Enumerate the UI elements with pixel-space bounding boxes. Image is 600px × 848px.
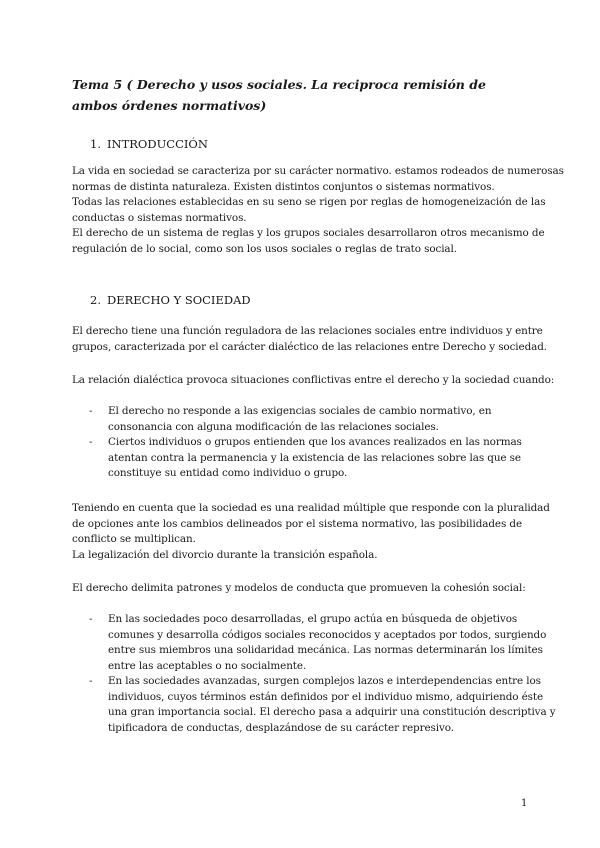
list-item [72, 612, 547, 674]
bullet-list-conflictos [72, 404, 527, 482]
paragraph-funcion-reguladora [72, 324, 547, 355]
text-line: entre las aceptables o no socialmente. [108, 659, 307, 672]
bullet-list-sociedades [72, 612, 556, 736]
text-line: regulación de lo social, como son los usos sociales o reglas de trato social. [72, 242, 457, 255]
text-line: El derecho tiene una función reguladora de las relaciones sociales entre individuos y entre [72, 325, 543, 337]
text-line: La legalización del divorcio durante la transición española. [72, 548, 378, 561]
paragraph-relacion-dialectica [72, 373, 555, 389]
text-line: de opciones ante los cambios delineados por el sistema normativo, las posibilidades de [72, 517, 522, 530]
text-line: El derecho de un sistema de reglas y los grupos sociales desarrollaron otros mecanismo de [72, 227, 545, 239]
section-number: 1. [90, 137, 101, 151]
list-item [72, 404, 527, 435]
section-title: DERECHO Y SOCIEDAD [107, 293, 251, 307]
text-line: conflicto se multiplican. [72, 533, 196, 545]
text-line: una gran importancia social. El derecho pasa a adquirir una constitución descriptiva y [108, 706, 556, 718]
text-line: La relación dialéctica provoca situaciones conflictivas entre el derecho y la sociedad cuando: [72, 374, 555, 386]
section-title: INTRODUCCIÓN [107, 137, 208, 151]
text-line: Todas las relaciones establecidas en su seno se rigen por reglas de homogeneización de las [72, 196, 546, 208]
list-item [72, 674, 556, 736]
section-heading-introduccion [90, 136, 208, 152]
text-line: En las sociedades avanzadas, surgen complejos lazos e interdependencias entre los [108, 675, 541, 687]
bullet-dash: - [89, 613, 93, 625]
text-line: consonancia con alguna modificación de las relaciones sociales. [108, 420, 439, 433]
text-line: La vida en sociedad se caracteriza por su carácter normativo. estamos rodeados de numerosas [72, 165, 564, 177]
text-line: tipificadora de conductas, desplazándose de su carácter represivo. [108, 721, 454, 734]
text-line: En las sociedades poco desarrolladas, el grupo actúa en búsqueda de objetivos [108, 613, 518, 625]
text-line: entre sus miembros una solidaridad mecánica. Las normas determinarán los límites [108, 644, 543, 656]
text-line: conductas o sistemas normativos. [72, 211, 247, 224]
text-line: atentan contra la permanencia y la existencia de las relaciones sobre las que se [108, 451, 521, 464]
list-item [72, 435, 527, 482]
text-line: Ciertos individuos o grupos entienden que los avances realizados en las normas [108, 436, 522, 448]
page-number: 1 [521, 798, 528, 809]
paragraph-pluralidad [72, 501, 550, 563]
text-line: comunes y desarrolla códigos sociales reconocidos y aceptados por todos, surgiendo [108, 628, 547, 641]
document-title: Tema 5 ( Derecho y usos sociales. La reciproca remisión de ambos órdenes normativos) [72, 77, 486, 113]
text-line: El derecho no responde a las exigencias sociales de cambio normativo, en [108, 405, 492, 417]
section-number: 2. [90, 293, 101, 307]
bullet-dash: - [89, 675, 93, 687]
paragraph-introduccion [72, 164, 564, 257]
bullet-dash: - [89, 436, 93, 448]
bullet-dash: - [89, 405, 93, 417]
section-heading-derecho-y-sociedad [90, 292, 251, 308]
text-line: El derecho delimita patrones y modelos de conducta que promueven la cohesión social: [72, 582, 526, 594]
paragraph-patrones-conducta [72, 581, 527, 597]
text-line: normas de distinta naturaleza. Existen distintos conjuntos o sistemas normativos. [72, 180, 495, 193]
text-line: constituye su entidad como individuo o grupo. [108, 467, 348, 479]
text-line: grupos, caracterizada por el carácter dialéctico de las relaciones entre Derecho y sociedad. [72, 340, 547, 353]
text-line: Teniendo en cuenta que la sociedad es una realidad múltiple que responde con la pluralidad [72, 502, 550, 514]
text-line: individuos, cuyos términos están definidos por el individuo mismo, adquiriendo éste [108, 690, 544, 703]
